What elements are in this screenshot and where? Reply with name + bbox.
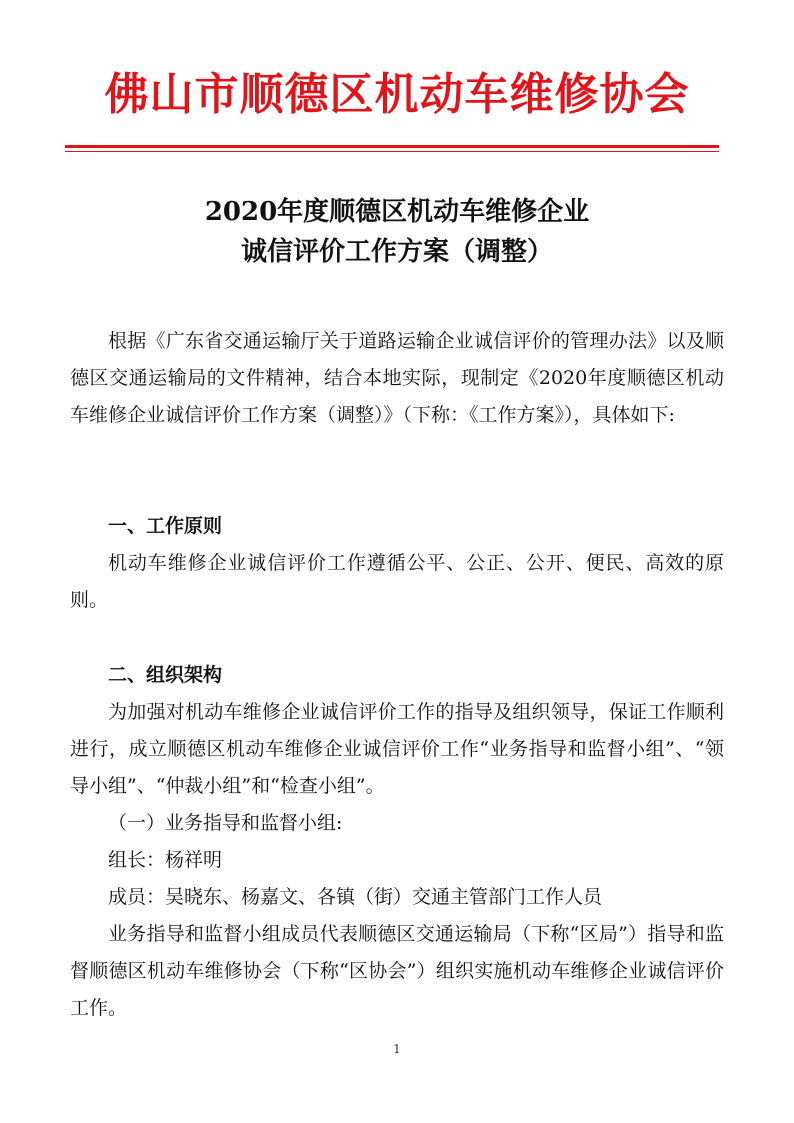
masthead-rule-thick [65, 145, 719, 148]
intro-paragraph: 根据《广东省交通运输厅关于道路运输企业诚信评价的管理办法》以及顺德区交通运输局的文件精神，结合本地实际，现制定《2020年度顺德区机动车维修企业诚信评价工作方案（调整）》（下称：《工作方案》），具体如下: [70, 330, 724, 426]
document-title-line-2: 诚信评价工作方案（调整） [240, 237, 553, 267]
document-title-line-1: 2020年度顺德区机动车维修企业 [204, 197, 590, 227]
subgroup-members: 成员：吴晓东、杨嘉文、各镇（街）交通主管部门工作人员 [108, 886, 603, 908]
masthead-rule-thin [65, 151, 719, 152]
subgroup-title: （一）业务指导和监督小组: [108, 812, 343, 834]
section-2-heading: 二、组织架构 [108, 664, 223, 686]
page-number: 1 [393, 1042, 401, 1056]
section-1-heading: 一、工作原则 [108, 515, 223, 537]
section-2-body: 为加强对机动车维修企业诚信评价工作的指导及组织领导，保证工作顺利进行，成立顺德区机动车维修企业诚信评价工作“业务指导和监督小组”、“领导小组”、“仲裁小组”和“检查小组”。 [70, 701, 724, 797]
organization-masthead: 佛山市顺德区机动车维修协会 [104, 69, 690, 120]
section-1-body: 机动车维修企业诚信评价工作遵循公平、公正、公开、便民、高效的原则。 [70, 552, 724, 611]
subgroup-leader: 组长：杨祥明 [108, 849, 223, 871]
subgroup-description: 业务指导和监督小组成员代表顺德区交通运输局（下称“区局”）指导和监督顺德区机动车维修协会（下称“区协会”）组织实施机动车维修企业诚信评价工作。 [70, 923, 724, 1019]
